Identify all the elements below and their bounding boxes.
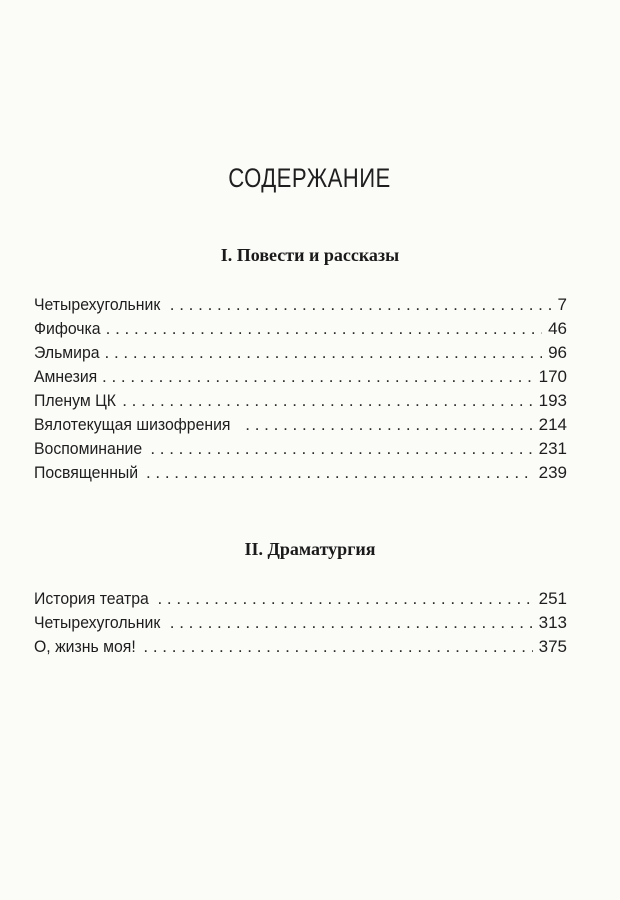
- entry-title: О, жизнь моя!: [34, 637, 136, 656]
- entry-title: Воспоминание: [34, 439, 143, 458]
- dot-leader: [102, 365, 533, 389]
- toc-entry: [34, 389, 567, 413]
- entry-page-number: 96: [548, 343, 567, 362]
- entry-title: Посвященный: [34, 463, 139, 482]
- entry-page-number: 251: [538, 589, 567, 608]
- entry-page-number: 375: [538, 637, 567, 656]
- dot-leader: [170, 293, 551, 317]
- toc-entry: [34, 413, 567, 437]
- entry-page-number: 7: [557, 295, 567, 314]
- toc-entry: [34, 341, 567, 365]
- toc-entry: [34, 635, 567, 659]
- toc-list: [34, 587, 567, 659]
- entry-title: Фифочка: [34, 319, 101, 338]
- entry-page-number: 231: [538, 439, 567, 458]
- dot-leader: [170, 611, 533, 635]
- dot-leader: [157, 587, 532, 611]
- entry-page-number: 214: [538, 415, 567, 434]
- toc-entry: [34, 461, 567, 485]
- toc-entry: [34, 317, 567, 341]
- entry-page-number: 239: [538, 463, 567, 482]
- section-heading: I. Повести и рассказы: [220, 245, 400, 265]
- section-stories: [34, 244, 567, 485]
- entry-page-number: 193: [538, 391, 567, 410]
- toc-entry: [34, 365, 567, 389]
- entry-page-number: 170: [538, 367, 567, 386]
- toc-entry: [34, 587, 567, 611]
- dot-leader: [105, 341, 543, 365]
- section-drama: [34, 538, 567, 659]
- entry-title: Четырехугольник: [34, 295, 161, 314]
- dot-leader: [143, 635, 532, 659]
- toc-entry: [34, 437, 567, 461]
- entry-page-number: 313: [538, 613, 567, 632]
- dot-leader: [150, 437, 532, 461]
- entry-title: Эльмира: [34, 343, 100, 362]
- toc-list: [34, 293, 567, 485]
- entry-title: Вялотекущая шизофрения: [34, 415, 231, 434]
- section-heading: II. Драматургия: [244, 539, 376, 559]
- dot-leader: [146, 461, 533, 485]
- entry-title: Амнезия: [34, 367, 98, 386]
- dot-leader: [245, 413, 532, 437]
- dot-leader: [106, 317, 542, 341]
- entry-title: Четырехугольник: [34, 613, 161, 632]
- entry-title: История театра: [34, 589, 149, 608]
- toc-entry: [34, 611, 567, 635]
- toc-entry: [34, 293, 567, 317]
- page-title: СОДЕРЖАНИЕ: [228, 163, 391, 193]
- dot-leader: [122, 389, 532, 413]
- entry-title: Пленум ЦК: [34, 391, 117, 410]
- entry-page-number: 46: [548, 319, 567, 338]
